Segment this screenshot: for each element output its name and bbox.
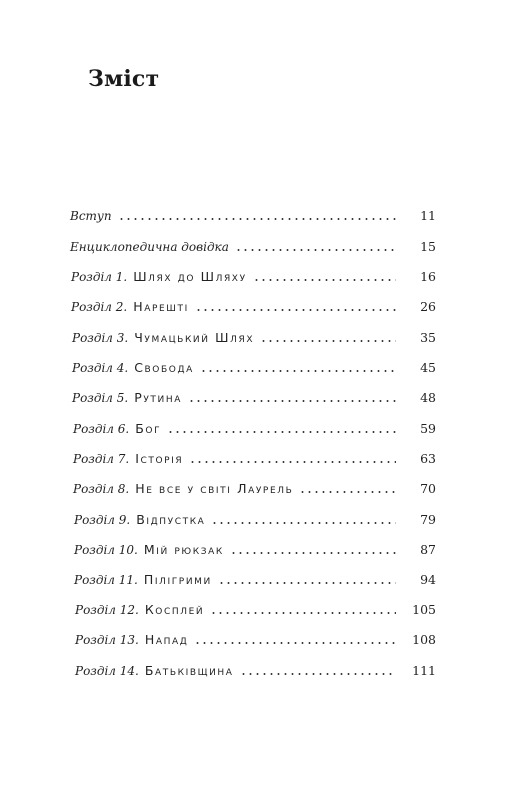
toc-entry-title: Косплей: [144, 602, 205, 617]
toc-page-number: 59: [420, 421, 436, 436]
toc-page-number: 11: [420, 208, 436, 223]
toc-chapter-number: Розділ 4.: [72, 361, 129, 375]
toc-page-number: 108: [412, 632, 436, 647]
toc-entry-label: [73, 421, 161, 437]
toc-chapter-number: Розділ 1.: [71, 270, 128, 284]
toc-page-number: 35: [420, 330, 436, 345]
dot-leader: [194, 642, 396, 644]
toc-entry: [75, 628, 436, 648]
toc-page-number: 45: [420, 360, 436, 375]
toc-entry-title: Енциклопедична довідка: [70, 240, 229, 254]
toc-chapter-number: Розділ 7.: [73, 452, 130, 466]
dot-leader: [260, 340, 396, 342]
toc-page-number: 94: [420, 572, 436, 587]
toc-entry-title: Нарешті: [133, 299, 189, 314]
dot-leader: [299, 491, 396, 493]
toc-page-number: 70: [420, 481, 436, 496]
toc-chapter-number: Розділ 3.: [72, 331, 129, 345]
toc-entry-title: Свобода: [134, 360, 194, 375]
toc-entry: [72, 356, 436, 376]
dot-leader: [253, 279, 396, 281]
toc-entry: [72, 386, 436, 406]
toc-page-number: 79: [420, 512, 436, 527]
dot-leader: [189, 461, 396, 463]
dot-leader: [230, 552, 396, 554]
dot-leader: [240, 673, 396, 675]
dot-leader: [235, 249, 396, 251]
toc-entry-label: [71, 299, 189, 315]
toc-entry: [73, 477, 436, 497]
toc-entry-title: Шлях до Шляху: [133, 269, 247, 284]
toc-entry-label: [74, 572, 212, 588]
toc-entry-title: Історія: [135, 451, 184, 466]
toc-chapter-number: Розділ 14.: [75, 664, 139, 678]
toc-entry: [73, 417, 436, 437]
toc-entry-label: [72, 360, 194, 376]
toc-entry-label: [72, 390, 182, 406]
toc-entry: [75, 598, 436, 618]
toc-chapter-number: Розділ 8.: [73, 482, 130, 496]
dot-leader: [210, 612, 396, 614]
toc-entry-label: [73, 481, 293, 497]
toc-entry: [74, 568, 436, 588]
page-title: Зміст: [88, 66, 160, 92]
toc-page-number: 87: [420, 542, 436, 557]
dot-leader: [118, 218, 396, 220]
toc-entry-label: [75, 663, 234, 679]
toc-chapter-number: Розділ 9.: [74, 513, 131, 527]
toc-chapter-number: Розділ 10.: [74, 543, 138, 557]
dot-leader: [218, 582, 396, 584]
toc-page-number: 48: [420, 390, 436, 405]
toc-entry-label: [74, 542, 224, 558]
toc-page-number: 63: [420, 451, 436, 466]
toc-entry-title: Чумацький Шлях: [134, 330, 255, 345]
toc-chapter-number: Розділ 2.: [71, 300, 128, 314]
toc-page-number: 105: [412, 602, 436, 617]
toc-entry: [73, 447, 436, 467]
toc-entry: [71, 295, 436, 315]
toc-chapter-number: Розділ 12.: [75, 603, 139, 617]
toc-entry-label: [75, 632, 188, 648]
toc-entry-label: [70, 239, 229, 255]
toc-entry: [72, 326, 436, 346]
toc-page-number: 111: [412, 663, 436, 678]
dot-leader: [195, 309, 396, 311]
toc-entry-title: Пілігрими: [143, 572, 212, 587]
dot-leader: [200, 370, 396, 372]
toc-entry-title: Бог: [135, 421, 162, 436]
toc-page-number: 15: [420, 239, 436, 254]
toc-entry-title: Мій рюкзак: [143, 542, 224, 557]
toc-entry: [70, 204, 436, 224]
toc-entry-label: [74, 512, 205, 528]
toc-page-number: 16: [420, 269, 436, 284]
toc-entry-title: Відпустка: [136, 512, 206, 527]
toc-entry-label: [73, 451, 183, 467]
toc-entry-title: Напад: [144, 632, 189, 647]
toc-entry: [70, 235, 436, 255]
dot-leader: [211, 522, 396, 524]
toc-chapter-number: Розділ 11.: [74, 573, 138, 587]
toc-entry-title: Не все у світі Лаурель: [135, 481, 294, 496]
toc-entry: [75, 659, 436, 679]
toc-chapter-number: Розділ 6.: [73, 422, 130, 436]
toc-entry-label: [75, 602, 204, 618]
toc-entry: [74, 538, 436, 558]
toc-entry-label: [71, 269, 247, 285]
toc-entry: [71, 265, 436, 285]
dot-leader: [188, 400, 396, 402]
toc-page-number: 26: [420, 299, 436, 314]
toc-entry: [74, 508, 436, 528]
toc-entry-label: [70, 208, 112, 224]
toc-chapter-number: Розділ 5.: [72, 391, 129, 405]
toc-entry-label: [72, 330, 254, 346]
toc-entry-title: Вступ: [70, 209, 112, 223]
toc-entry-title: Батьківщина: [144, 663, 234, 678]
toc-chapter-number: Розділ 13.: [75, 633, 139, 647]
dot-leader: [167, 431, 396, 433]
toc-entry-title: Рутина: [134, 390, 182, 405]
